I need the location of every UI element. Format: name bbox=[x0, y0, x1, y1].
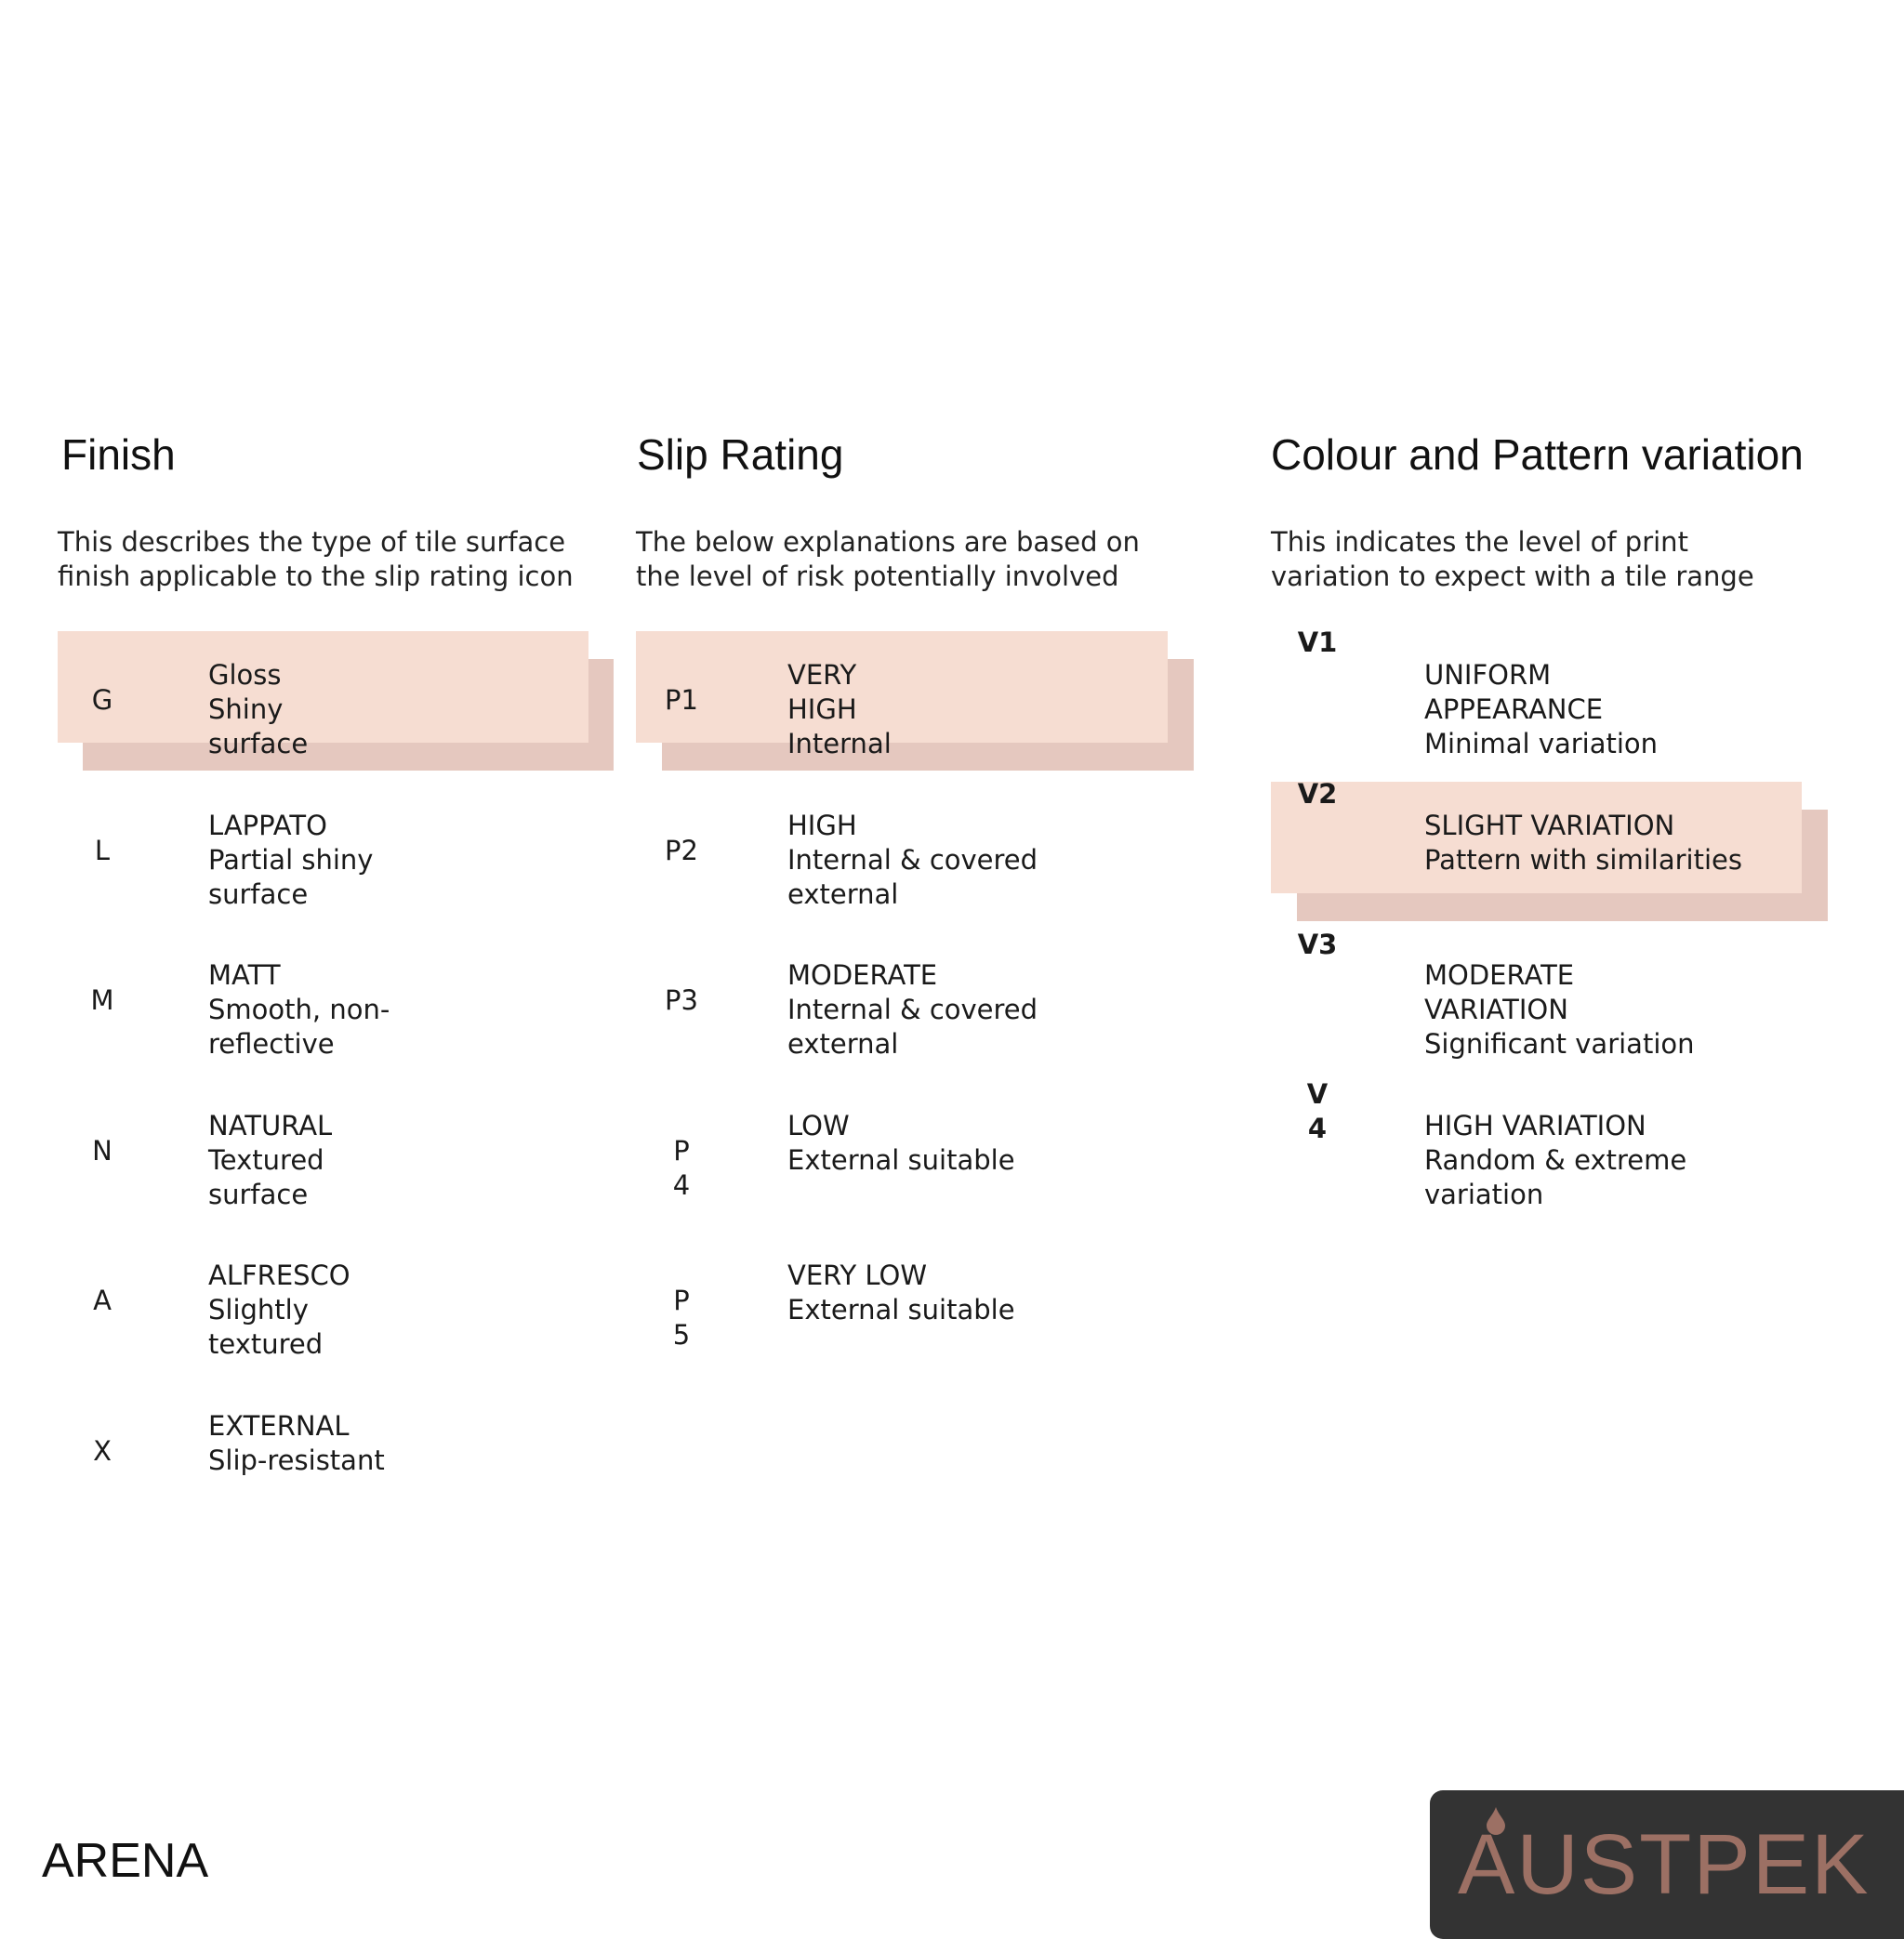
variation-label-v3: MODERATE VARIATION Significant variation bbox=[1424, 959, 1695, 1060]
slip-label-p3: MODERATE Internal & covered external bbox=[787, 959, 1038, 1060]
brand-logo-text: AUSTPEK bbox=[1458, 1817, 1871, 1912]
variation-code-v2: V2 bbox=[1297, 778, 1338, 810]
finish-code-g: G bbox=[91, 684, 113, 716]
slip-label-p2: HIGH Internal & covered external bbox=[787, 810, 1038, 910]
slip-code-p2: P2 bbox=[665, 835, 698, 866]
variation-label-v4: HIGH VARIATION Random & extreme variation bbox=[1424, 1110, 1687, 1210]
slip-description-line: the level of risk potentially involved bbox=[636, 561, 1119, 592]
finish-label-gloss: Gloss Shiny surface bbox=[208, 659, 309, 759]
product-name: ARENA bbox=[42, 1834, 209, 1888]
finish-label-matt: MATT Smooth, non- reflective bbox=[208, 959, 390, 1060]
slip-code-p5: P 5 bbox=[672, 1285, 691, 1351]
slip-code-p4: P 4 bbox=[672, 1135, 691, 1201]
variation-label-v1: UNIFORM APPEARANCE Minimal variation bbox=[1424, 659, 1659, 759]
finish-code-x: X bbox=[93, 1435, 112, 1467]
slip-description bbox=[636, 525, 1140, 594]
slip-title: Slip Rating bbox=[637, 430, 844, 479]
variation-description-line: This indicates the level of print bbox=[1271, 526, 1688, 558]
finish-label-external: EXTERNAL Slip-resistant bbox=[208, 1410, 385, 1476]
variation-description-line: variation to expect with a tile range bbox=[1271, 561, 1754, 592]
brand-logo bbox=[1430, 1790, 1904, 1939]
slip-description-line: The below explanations are based on bbox=[636, 526, 1140, 558]
finish-description bbox=[58, 525, 574, 594]
slip-label-p4: LOW External suitable bbox=[787, 1110, 1015, 1176]
slip-code-p3: P3 bbox=[665, 984, 698, 1016]
finish-label-lappato: LAPPATO Partial shiny surface bbox=[208, 810, 374, 910]
variation-code-v1: V1 bbox=[1297, 627, 1338, 658]
variation-description bbox=[1271, 525, 1754, 594]
slip-highlight bbox=[636, 631, 1168, 743]
finish-label-alfresco: ALFRESCO Slightly textured bbox=[208, 1260, 350, 1360]
slip-label-p5: VERY LOW External suitable bbox=[787, 1260, 1015, 1326]
variation-label-v2: SLIGHT VARIATION Pattern with similarities bbox=[1424, 810, 1742, 876]
slip-code-p1: P1 bbox=[665, 684, 698, 716]
finish-highlight bbox=[58, 631, 588, 743]
slip-label-p1: VERY HIGH Internal bbox=[787, 659, 892, 759]
finish-code-l: L bbox=[94, 835, 111, 866]
variation-code-v4: V 4 bbox=[1306, 1078, 1329, 1144]
finish-code-m: M bbox=[90, 984, 114, 1016]
finish-label-natural: NATURAL Textured surface bbox=[208, 1110, 333, 1210]
finish-description-line: This describes the type of tile surface bbox=[58, 526, 566, 558]
finish-code-a: A bbox=[93, 1285, 112, 1316]
finish-title: Finish bbox=[61, 430, 176, 479]
finish-description-line: finish applicable to the slip rating icon bbox=[58, 561, 574, 592]
variation-title: Colour and Pattern variation bbox=[1271, 430, 1804, 479]
variation-code-v3: V3 bbox=[1297, 929, 1338, 960]
finish-code-n: N bbox=[92, 1135, 112, 1167]
